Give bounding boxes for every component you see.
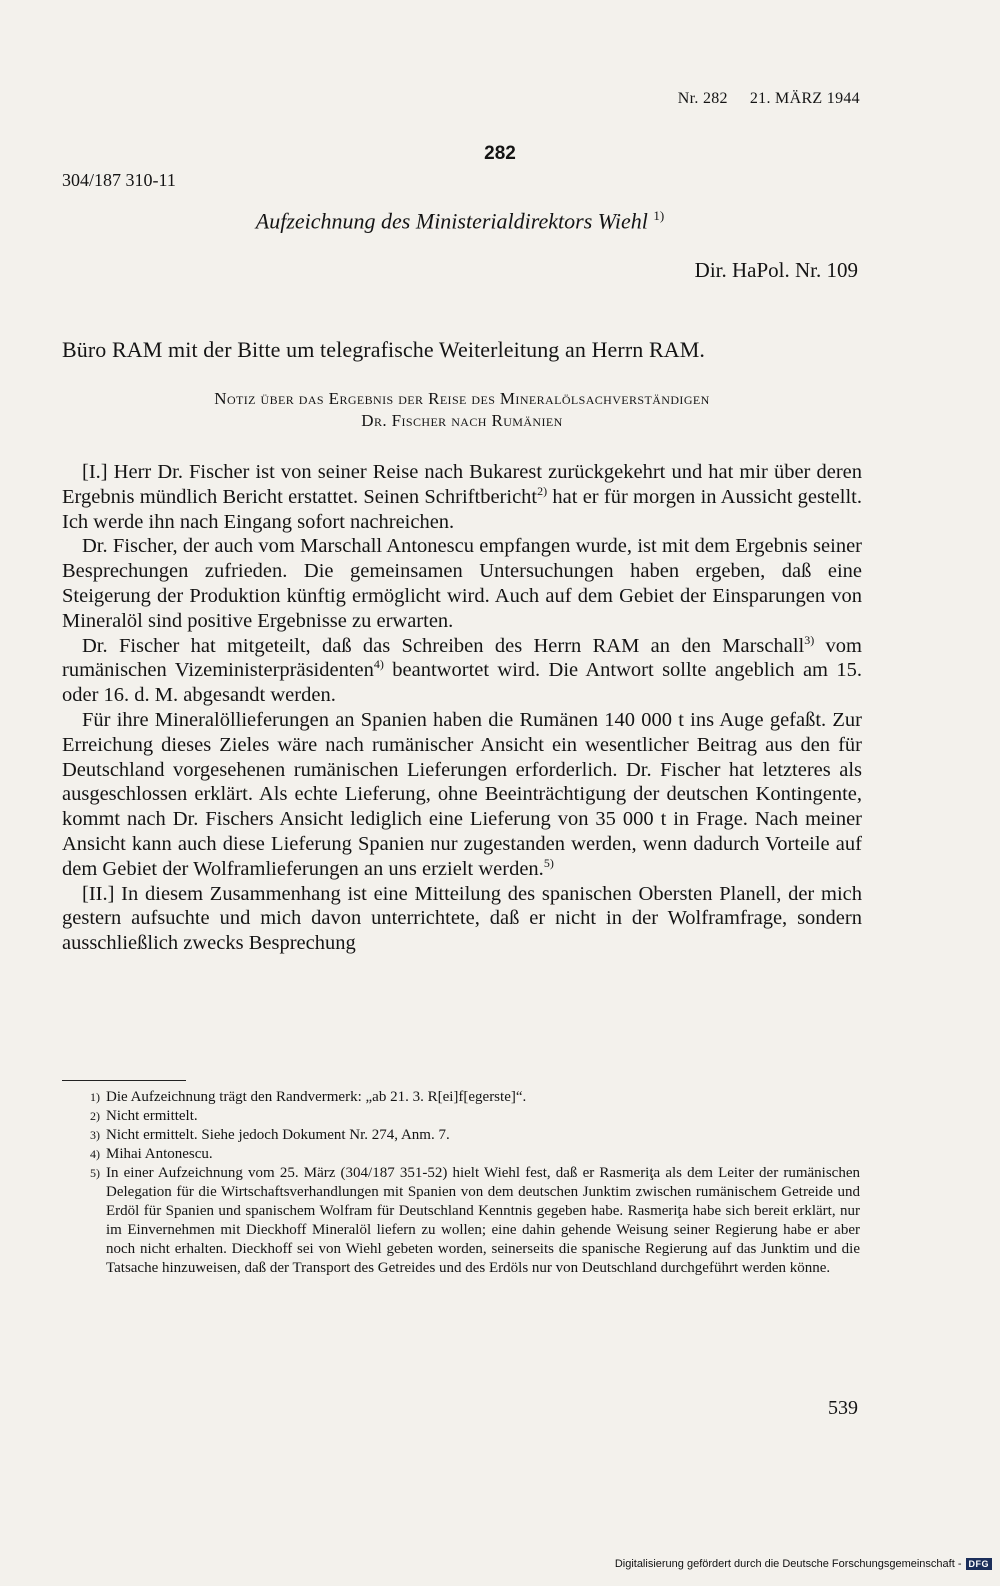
footnote-ref-3: 3) — [804, 632, 815, 647]
running-header — [560, 90, 860, 108]
footnote-text: Mihai Antonescu. — [106, 1146, 213, 1162]
footnote-ref-5: 5) — [543, 855, 554, 870]
header-date: 21. MÄRZ 1944 — [749, 90, 860, 107]
footnote-mark: 3) — [90, 1128, 100, 1142]
footnote-mark: 2) — [90, 1109, 100, 1123]
record-title — [0, 208, 920, 234]
directorate-reference: Dir. HaPol. Nr. 109 — [694, 258, 858, 282]
body-text — [62, 460, 862, 956]
paragraph-3-text-b: vom rumänischen Vizeministerpräsidenten — [62, 634, 862, 682]
dfg-logo-icon: DFG — [966, 1558, 993, 1570]
paragraph-3-text-a: Dr. Fischer hat mitgeteilt, daß das Schreiben des Herrn RAM an den Marschall — [82, 634, 805, 657]
footnote-text: Nicht ermittelt. — [106, 1108, 198, 1124]
footnote — [62, 1088, 860, 1107]
paragraph-1-text-b: hat er für morgen in Aussicht gestellt. Ich werde ihn nach Eingang sofort nachreichen. — [62, 485, 862, 533]
paragraph-5: [II.] In diesem Zusammenhang ist eine Mitteilung des spanischen Obersten Planell, der mich gestern aufsuchte und mich davon unterrichtete, daß er nicht in der Wolframfrage, sondern ausschließlich zwecks Besprechung — [62, 882, 862, 955]
record-title-text: Aufzeichnung des Ministerialdirektors Wiehl — [255, 208, 648, 234]
subject-line-2: Dr. Fischer nach Rumänien — [361, 411, 563, 430]
paragraph-1 — [62, 460, 862, 534]
footnote — [62, 1164, 860, 1278]
footnote-divider — [62, 1080, 186, 1081]
funding-note-text: Digitalisierung gefördert durch die Deutsche Forschungsgemeinschaft - — [614, 1558, 962, 1570]
header-document-number: Nr. 282 — [677, 90, 728, 107]
footnote-mark: 1) — [90, 1090, 100, 1104]
footnote-text: Nicht ermittelt. Siehe jedoch Dokument Nr. 274, Anm. 7. — [106, 1127, 450, 1143]
page-number: 539 — [828, 1397, 858, 1419]
footnote-mark: 5) — [90, 1166, 100, 1180]
footnote — [62, 1145, 860, 1164]
archive-reference: 304/187 310-11 — [62, 170, 176, 190]
footnote-ref-4: 4) — [373, 657, 384, 672]
footnote-ref-2: 2) — [537, 483, 548, 498]
paragraph-4-text: Für ihre Mineralöllieferungen an Spanien haben die Rumänen 140 000 t ins Auge gefaßt. Zur Erreichung dieses Zieles wäre nach rumänischer Ansicht ein wesentlicher Beitrag aus den für Deutschland vorgesehenen rumänischen Lieferungen erforderlich. Dr. Fischer hat letzteres als ausgeschlossen erklärt. Als echte Lieferung, ohne Beeinträchtigung der deutschen Kontingente, kommt nach Dr. Fischers Ansicht lediglich eine Lieferung von 35 000 t in Frage. Nach meiner Ansicht kann auch diese Lieferung Spanien nur zugestanden werden, wenn dadurch Vorteile auf dem Gebiet der Wolframlieferungen an uns erzielt werden. — [62, 708, 862, 880]
paragraph-4 — [62, 708, 862, 882]
paragraph-1-text-a: [I.] Herr Dr. Fischer ist von seiner Reise nach Bukarest zurückgekehrt und hat mir über deren Ergebnis mündlich Bericht erstattet. Seinen Schriftbericht — [62, 461, 862, 508]
document-number: 282 — [484, 143, 516, 164]
subject-heading — [62, 388, 862, 432]
subject-line-1: Notiz über das Ergebnis der Reise des Mineralölsachverständigen — [214, 389, 710, 408]
paragraph-3 — [62, 634, 862, 708]
footnote-text: In einer Aufzeichnung vom 25. März (304/187 351-52) hielt Wiehl fest, daß er Rasmeriţa als dem Leiter der rumänischen Delegation für die Wirtschaftsverhandlungen mit Spanien von dem deutschen Junktim zwischen rumänischem Getreide und Erdöl für Spanien und spanischem Wolfram für Deutschland Kenntnis gegeben habe. Rasmeriţa habe sich bereit erklärt, nur im Einvernehmen mit Dieckhoff Mineralöl liefern zu wollen; eine dahin gehende Weisung seiner Regierung habe er aber noch nicht erhalten. Dieckhoff sei von Wiehl gebeten worden, seinerseits die spanische Regierung auf das Junktim und die Tatsache hinzuweisen, daß der Transport des Getreides und des Erdöls nur von Deutschland durchgeführt werden könne. — [106, 1165, 860, 1276]
footnote — [62, 1107, 860, 1126]
paragraph-2: Dr. Fischer, der auch vom Marschall Antonescu empfangen wurde, ist mit dem Ergebnis seiner Besprechungen zufrieden. Die gemeinsamen Untersuchungen haben ergeben, daß eine Steigerung der Produktion künftig ermöglicht wird. Auch auf dem Gebiet der Einsparungen von Mineralöl sind positive Ergebnisse zu erwarten. — [62, 535, 862, 632]
paragraph-3-text-c: beantwortet wird. Die Antwort sollte angeblich am 15. oder 16. d. M. abgesandt werden. — [62, 659, 862, 707]
footnotes — [62, 1088, 860, 1278]
footnote — [62, 1126, 860, 1145]
funding-note — [615, 1558, 992, 1570]
office-instruction: Büro RAM mit der Bitte um telegrafische Weiterleitung an Herrn RAM. — [62, 337, 705, 362]
footnote-text: Die Aufzeichnung trägt den Randvermerk: „ab 21. 3. R[ei]f[egerste]“. — [106, 1089, 527, 1105]
footnote-mark: 4) — [90, 1147, 100, 1161]
footnote-ref-1: 1) — [653, 208, 665, 223]
